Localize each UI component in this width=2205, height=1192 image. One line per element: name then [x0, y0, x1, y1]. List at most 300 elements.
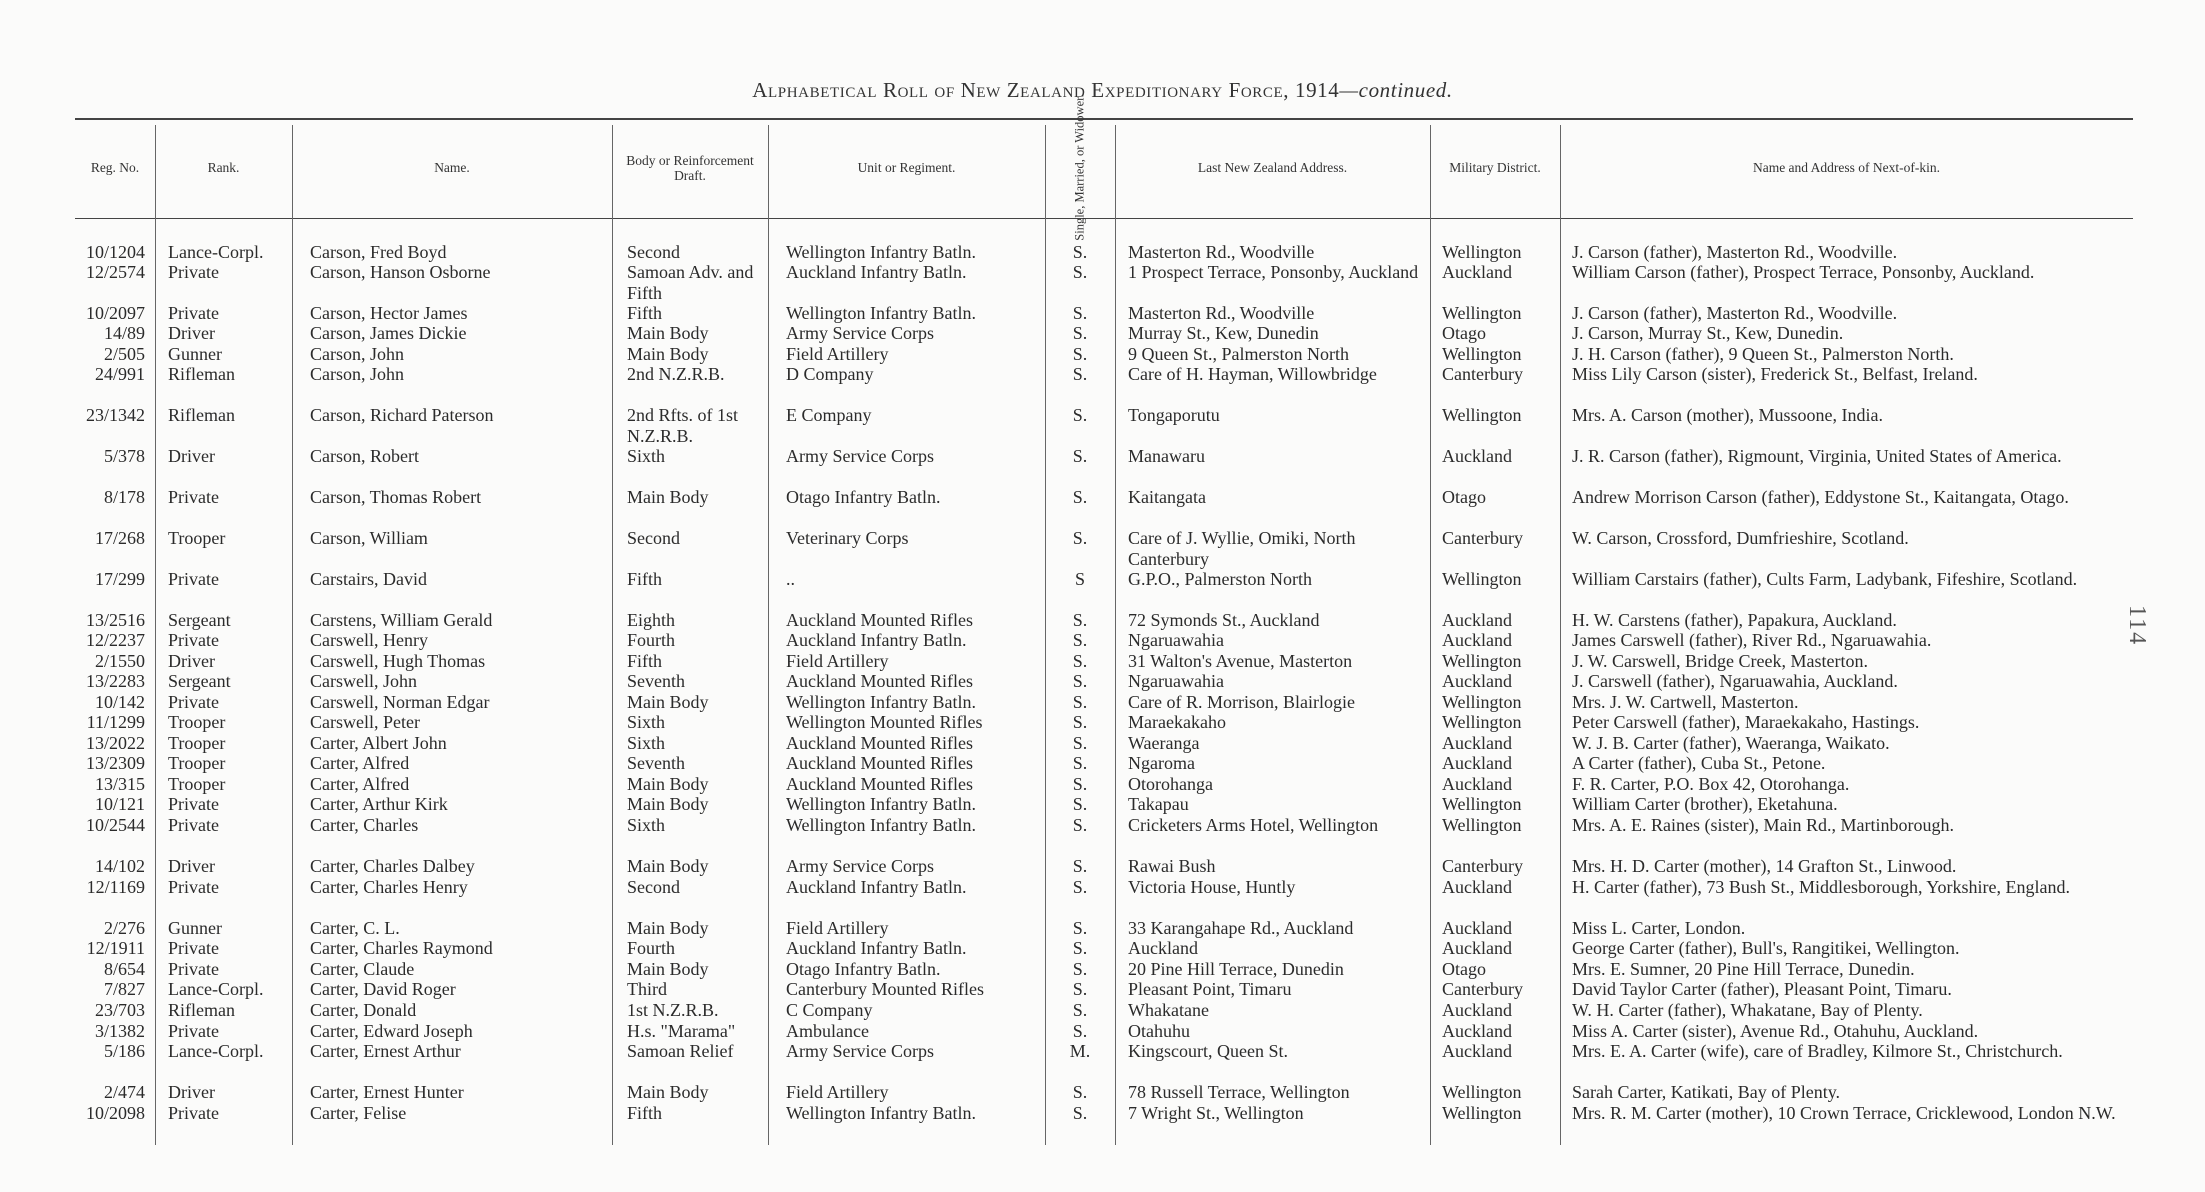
- cell-district: Auckland: [1442, 1041, 1512, 1061]
- cell-name: Carswell, Norman Edgar: [310, 692, 490, 712]
- cell-district: Canterbury: [1442, 528, 1523, 548]
- cell-district: Auckland: [1442, 671, 1512, 691]
- cell-district: Wellington: [1442, 1082, 1522, 1102]
- cell-body-draft: Main Body: [627, 692, 709, 712]
- cell-next-of-kin: William Carstairs (father), Cults Farm, Ladybank, Fifeshire, Scotland.: [1572, 569, 2078, 589]
- cell-name: Carter, Felise: [310, 1103, 407, 1123]
- cell-rank: Trooper: [168, 774, 226, 794]
- cell-marital-status: S.: [1072, 528, 1088, 548]
- cell-district: Auckland: [1442, 610, 1512, 630]
- cell-rank: Trooper: [168, 712, 226, 732]
- cell-next-of-kin: W. Carson, Crossford, Dumfrieshire, Scotland.: [1572, 528, 1909, 548]
- cell-reg-no: 10/2544: [85, 815, 145, 835]
- cell-body-draft: Eighth: [627, 610, 675, 630]
- cell-body-draft: Seventh: [627, 753, 685, 773]
- cell-rank: Sergeant: [168, 610, 231, 630]
- cell-unit: Ambulance: [786, 1021, 869, 1041]
- cell-marital-status: S.: [1072, 323, 1088, 343]
- cell-next-of-kin: W. J. B. Carter (father), Waeranga, Waikato.: [1572, 733, 1890, 753]
- cell-next-of-kin: William Carter (brother), Eketahuna.: [1572, 794, 1838, 814]
- cell-reg-no: 14/102: [94, 856, 145, 876]
- cell-district: Wellington: [1442, 303, 1522, 323]
- cell-unit: ..: [786, 569, 795, 589]
- cell-unit: Auckland Infantry Batln.: [786, 630, 967, 650]
- cell-reg-no: 14/89: [103, 323, 145, 343]
- cell-reg-no: 5/186: [103, 1041, 145, 1061]
- cell-body-draft: Fifth: [627, 303, 663, 323]
- cell-district: Wellington: [1442, 405, 1522, 425]
- cell-body-draft: Fourth: [627, 938, 676, 958]
- cell-address: Care of J. Wyllie, Omiki, North Canterbury: [1128, 528, 1356, 569]
- cell-unit: Auckland Mounted Rifles: [786, 733, 973, 753]
- cell-marital-status: S.: [1072, 1103, 1088, 1123]
- cell-next-of-kin: Sarah Carter, Katikati, Bay of Plenty.: [1572, 1082, 1841, 1102]
- cell-district: Wellington: [1442, 794, 1522, 814]
- cell-next-of-kin: H. W. Carstens (father), Papakura, Auckland.: [1572, 610, 1897, 630]
- cell-next-of-kin: William Carson (father), Prospect Terrace, Ponsonby, Auckland.: [1572, 262, 2035, 282]
- header-unit: Unit or Regiment.: [857, 160, 956, 175]
- cell-rank: Private: [168, 303, 219, 323]
- cell-unit: Army Service Corps: [786, 856, 934, 876]
- cell-name: Carson, John: [310, 364, 404, 384]
- cell-reg-no: 3/1382: [94, 1021, 145, 1041]
- cell-reg-no: 12/2574: [85, 262, 145, 282]
- cell-address: Tongaporutu: [1128, 405, 1220, 425]
- cell-address: Care of R. Morrison, Blairlogie: [1128, 692, 1355, 712]
- cell-reg-no: 8/654: [103, 959, 145, 979]
- cell-next-of-kin: J. R. Carson (father), Rigmount, Virginia, United States of America.: [1572, 446, 2062, 466]
- cell-name: Carter, Ernest Hunter: [310, 1082, 464, 1102]
- cell-reg-no: 10/2098: [85, 1103, 145, 1123]
- cell-address: Pleasant Point, Timaru: [1128, 979, 1292, 999]
- cell-name: Carter, Alfred: [310, 774, 410, 794]
- cell-address: Care of H. Hayman, Willowbridge: [1128, 364, 1377, 384]
- cell-address: 7 Wright St., Wellington: [1128, 1103, 1304, 1123]
- cell-body-draft: Main Body: [627, 487, 709, 507]
- cell-name: Carter, Alfred: [310, 753, 410, 773]
- cell-address: 1 Prospect Terrace, Ponsonby, Auckland: [1128, 262, 1419, 282]
- cell-address: G.P.O., Palmerston North: [1128, 569, 1312, 589]
- cell-unit: D Company: [786, 364, 874, 384]
- cell-reg-no: 13/2309: [85, 753, 145, 773]
- cell-district: Auckland: [1442, 1000, 1512, 1020]
- header-reg-no: Reg. No.: [90, 160, 140, 175]
- title-continued: —continued.: [1339, 78, 1453, 102]
- cell-rank: Sergeant: [168, 671, 231, 691]
- header-body-draft: Body or Reinforcement Draft.: [626, 152, 754, 183]
- cell-rank: Private: [168, 569, 219, 589]
- cell-rank: Gunner: [168, 344, 222, 364]
- cell-marital-status: S.: [1072, 794, 1088, 814]
- cell-rank: Gunner: [168, 918, 222, 938]
- cell-address: Ngaroma: [1128, 753, 1195, 773]
- cell-unit: Auckland Infantry Batln.: [786, 262, 967, 282]
- cell-reg-no: 13/2283: [85, 671, 145, 691]
- cell-name: Carson, Robert: [310, 446, 419, 466]
- cell-reg-no: 24/991: [94, 364, 145, 384]
- cell-address: 31 Walton's Avenue, Masterton: [1128, 651, 1353, 671]
- cell-next-of-kin: W. H. Carter (father), Whakatane, Bay of Plenty.: [1572, 1000, 1923, 1020]
- cell-marital-status: M.: [1069, 1041, 1091, 1061]
- cell-marital-status: S.: [1072, 877, 1088, 897]
- cell-district: Auckland: [1442, 774, 1512, 794]
- header-district: Military District.: [1449, 160, 1541, 175]
- cell-name: Carstens, William Gerald: [310, 610, 493, 630]
- cell-reg-no: 10/2097: [85, 303, 145, 323]
- cell-marital-status: S.: [1072, 262, 1088, 282]
- cell-body-draft: Second: [627, 528, 680, 548]
- cell-next-of-kin: Mrs. A. E. Raines (sister), Main Rd., Martinborough.: [1572, 815, 1954, 835]
- cell-rank: Trooper: [168, 753, 226, 773]
- cell-district: Canterbury: [1442, 856, 1523, 876]
- cell-next-of-kin: J. Carson (father), Masterton Rd., Woodville.: [1572, 242, 1898, 262]
- cell-rank: Rifleman: [168, 405, 235, 425]
- cell-district: Auckland: [1442, 1021, 1512, 1041]
- cell-body-draft: Second: [627, 877, 680, 897]
- cell-reg-no: 2/1550: [94, 651, 145, 671]
- cell-name: Carter, Charles Henry: [310, 877, 468, 897]
- cell-rank: Driver: [168, 856, 215, 876]
- cell-district: Canterbury: [1442, 364, 1523, 384]
- cell-rank: Private: [168, 262, 219, 282]
- cell-name: Carter, C. L.: [310, 918, 400, 938]
- cell-unit: Auckland Mounted Rifles: [786, 671, 973, 691]
- cell-rank: Lance-Corpl.: [168, 979, 264, 999]
- cell-unit: Field Artillery: [786, 918, 889, 938]
- cell-address: Takapau: [1128, 794, 1189, 814]
- cell-rank: Private: [168, 815, 219, 835]
- cell-district: Otago: [1442, 487, 1486, 507]
- cell-rank: Rifleman: [168, 364, 235, 384]
- cell-marital-status: S.: [1072, 364, 1088, 384]
- cell-marital-status: S.: [1072, 1000, 1088, 1020]
- cell-reg-no: 12/2237: [85, 630, 145, 650]
- cell-body-draft: Samoan Relief: [627, 1041, 734, 1061]
- cell-district: Canterbury: [1442, 979, 1523, 999]
- cell-reg-no: 2/505: [103, 344, 145, 364]
- cell-name: Carter, Charles Dalbey: [310, 856, 475, 876]
- cell-rank: Driver: [168, 323, 215, 343]
- cell-district: Wellington: [1442, 569, 1522, 589]
- cell-body-draft: Sixth: [627, 733, 666, 753]
- cell-address: Murray St., Kew, Dunedin: [1128, 323, 1319, 343]
- cell-reg-no: 5/378: [103, 446, 145, 466]
- cell-name: Carswell, Peter: [310, 712, 420, 732]
- cell-unit: Army Service Corps: [786, 446, 934, 466]
- cell-marital-status: S.: [1072, 918, 1088, 938]
- cell-body-draft: Fifth: [627, 569, 663, 589]
- cell-address: Kingscourt, Queen St.: [1128, 1041, 1288, 1061]
- cell-name: Carson, Thomas Robert: [310, 487, 482, 507]
- cell-rank: Private: [168, 1103, 219, 1123]
- cell-name: Carswell, Hugh Thomas: [310, 651, 486, 671]
- cell-unit: Wellington Infantry Batln.: [786, 815, 977, 835]
- cell-reg-no: 13/2516: [85, 610, 145, 630]
- cell-address: Rawai Bush: [1128, 856, 1216, 876]
- cell-district: Otago: [1442, 959, 1486, 979]
- cell-reg-no: 7/827: [103, 979, 145, 999]
- cell-next-of-kin: Peter Carswell (father), Maraekakaho, Hastings.: [1572, 712, 1920, 732]
- cell-body-draft: Fifth: [627, 1103, 663, 1123]
- cell-address: Maraekakaho: [1128, 712, 1226, 732]
- cell-next-of-kin: Mrs. R. M. Carter (mother), 10 Crown Terrace, Cricklewood, London N.W.: [1572, 1103, 2116, 1123]
- cell-rank: Private: [168, 877, 219, 897]
- cell-body-draft: Main Body: [627, 794, 709, 814]
- cell-address: Otorohanga: [1128, 774, 1213, 794]
- cell-unit: Veterinary Corps: [786, 528, 909, 548]
- cell-marital-status: S.: [1072, 815, 1088, 835]
- cell-unit: Otago Infantry Batln.: [786, 959, 941, 979]
- cell-marital-status: S.: [1072, 1021, 1088, 1041]
- cell-next-of-kin: A Carter (father), Cuba St., Petone.: [1572, 753, 1826, 773]
- cell-address: Kaitangata: [1128, 487, 1206, 507]
- cell-district: Wellington: [1442, 692, 1522, 712]
- cell-name: Carson, Fred Boyd: [310, 242, 447, 262]
- cell-reg-no: 12/1911: [86, 938, 145, 958]
- cell-reg-no: 23/703: [94, 1000, 145, 1020]
- cell-rank: Private: [168, 938, 219, 958]
- cell-marital-status: S.: [1072, 712, 1088, 732]
- cell-unit: Wellington Mounted Rifles: [786, 712, 983, 732]
- cell-marital-status: S.: [1072, 959, 1088, 979]
- cell-body-draft: Seventh: [627, 671, 685, 691]
- cell-reg-no: 17/299: [94, 569, 145, 589]
- cell-name: Carter, Ernest Arthur: [310, 1041, 461, 1061]
- cell-unit: Otago Infantry Batln.: [786, 487, 941, 507]
- cell-marital-status: S.: [1072, 405, 1088, 425]
- cell-body-draft: Sixth: [627, 815, 666, 835]
- cell-address: Auckland: [1128, 938, 1198, 958]
- cell-marital-status: S.: [1072, 303, 1088, 323]
- cell-body-draft: Fifth: [627, 651, 663, 671]
- cell-body-draft: Sixth: [627, 712, 666, 732]
- cell-marital-status: S.: [1072, 446, 1088, 466]
- cell-marital-status: S.: [1072, 651, 1088, 671]
- cell-name: Carter, David Roger: [310, 979, 456, 999]
- cell-address: Ngaruawahia: [1128, 630, 1224, 650]
- cell-district: Auckland: [1442, 938, 1512, 958]
- cell-unit: Auckland Infantry Batln.: [786, 877, 967, 897]
- cell-rank: Trooper: [168, 733, 226, 753]
- cell-marital-status: S.: [1072, 610, 1088, 630]
- cell-district: Auckland: [1442, 262, 1512, 282]
- header-rank: Rank.: [207, 160, 240, 175]
- cell-next-of-kin: J. W. Carswell, Bridge Creek, Masterton.: [1572, 651, 1868, 671]
- cell-name: Carswell, Henry: [310, 630, 428, 650]
- cell-marital-status: S.: [1072, 856, 1088, 876]
- cell-body-draft: 2nd N.Z.R.B.: [627, 364, 725, 384]
- cell-district: Wellington: [1442, 1103, 1522, 1123]
- cell-address: Cricketers Arms Hotel, Wellington: [1128, 815, 1379, 835]
- cell-body-draft: Main Body: [627, 774, 709, 794]
- cell-body-draft: Fourth: [627, 630, 676, 650]
- cell-unit: Canterbury Mounted Rifles: [786, 979, 984, 999]
- cell-reg-no: 2/276: [103, 918, 145, 938]
- cell-rank: Driver: [168, 1082, 215, 1102]
- cell-district: Wellington: [1442, 242, 1522, 262]
- cell-name: Carson, Hanson Osborne: [310, 262, 491, 282]
- cell-unit: Auckland Mounted Rifles: [786, 774, 973, 794]
- cell-reg-no: 13/315: [94, 774, 145, 794]
- cell-body-draft: 1st N.Z.R.B.: [627, 1000, 719, 1020]
- cell-address: 78 Russell Terrace, Wellington: [1128, 1082, 1350, 1102]
- cell-next-of-kin: Mrs. H. D. Carter (mother), 14 Grafton St., Linwood.: [1572, 856, 1957, 876]
- cell-unit: Wellington Infantry Batln.: [786, 303, 977, 323]
- cell-reg-no: 10/121: [94, 794, 145, 814]
- cell-name: Carson, Richard Paterson: [310, 405, 494, 425]
- cell-name: Carter, Arthur Kirk: [310, 794, 448, 814]
- cell-next-of-kin: Mrs. A. Carson (mother), Mussoone, India.: [1572, 405, 1883, 425]
- cell-district: Auckland: [1442, 877, 1512, 897]
- header-next-of-kin: Name and Address of Next-of-kin.: [1752, 160, 1941, 175]
- cell-marital-status: S: [1074, 569, 1085, 589]
- cell-next-of-kin: J. Carson, Murray St., Kew, Dunedin.: [1572, 323, 1844, 343]
- cell-body-draft: Sixth: [627, 446, 666, 466]
- cell-rank: Rifleman: [168, 1000, 235, 1020]
- cell-name: Carter, Charles Raymond: [310, 938, 493, 958]
- cell-body-draft: Third: [627, 979, 667, 999]
- cell-unit: Field Artillery: [786, 651, 889, 671]
- cell-address: 33 Karangahape Rd., Auckland: [1128, 918, 1354, 938]
- cell-rank: Lance-Corpl.: [168, 242, 264, 262]
- cell-rank: Private: [168, 692, 219, 712]
- cell-marital-status: S.: [1072, 671, 1088, 691]
- cell-marital-status: S.: [1072, 753, 1088, 773]
- cell-marital-status: S.: [1072, 242, 1088, 262]
- cell-body-draft: Main Body: [627, 918, 709, 938]
- cell-next-of-kin: Mrs. E. A. Carter (wife), care of Bradley, Kilmore St., Christchurch.: [1572, 1041, 2063, 1061]
- cell-next-of-kin: Mrs. J. W. Cartwell, Masterton.: [1572, 692, 1799, 712]
- cell-district: Wellington: [1442, 651, 1522, 671]
- cell-reg-no: 10/1204: [85, 242, 145, 262]
- cell-body-draft: Main Body: [627, 1082, 709, 1102]
- cell-name: Carson, William: [310, 528, 428, 548]
- cell-district: Auckland: [1442, 918, 1512, 938]
- cell-marital-status: S.: [1072, 979, 1088, 999]
- cell-body-draft: 2nd Rfts. of 1st N.Z.R.B.: [627, 405, 739, 446]
- cell-name: Carter, Edward Joseph: [310, 1021, 473, 1041]
- cell-reg-no: 17/268: [94, 528, 145, 548]
- cell-marital-status: S.: [1072, 774, 1088, 794]
- page-number: 114: [2124, 605, 2150, 647]
- cell-next-of-kin: J. H. Carson (father), 9 Queen St., Palmerston North.: [1572, 344, 1954, 364]
- cell-unit: Army Service Corps: [786, 323, 934, 343]
- cell-unit: Auckland Mounted Rifles: [786, 610, 973, 630]
- cell-unit: E Company: [786, 405, 872, 425]
- title-main: Alphabetical Roll of New Zealand Expeditionary Force, 1914: [752, 78, 1340, 102]
- cell-rank: Private: [168, 630, 219, 650]
- cell-name: Carter, Claude: [310, 959, 415, 979]
- cell-address: Masterton Rd., Woodville: [1128, 242, 1315, 262]
- cell-district: Wellington: [1442, 815, 1522, 835]
- cell-reg-no: 11/1299: [86, 712, 145, 732]
- cell-name: Carson, John: [310, 344, 404, 364]
- cell-next-of-kin: Miss A. Carter (sister), Avenue Rd., Otahuhu, Auckland.: [1572, 1021, 1979, 1041]
- cell-district: Wellington: [1442, 712, 1522, 732]
- cell-name: Carter, Donald: [310, 1000, 417, 1020]
- cell-body-draft: Main Body: [627, 959, 709, 979]
- cell-name: Carswell, John: [310, 671, 417, 691]
- cell-name: Carson, Hector James: [310, 303, 468, 323]
- cell-rank: Private: [168, 794, 219, 814]
- cell-next-of-kin: Mrs. E. Sumner, 20 Pine Hill Terrace, Dunedin.: [1572, 959, 1915, 979]
- cell-marital-status: S.: [1072, 487, 1088, 507]
- cell-body-draft: Second: [627, 242, 680, 262]
- cell-name: Carson, James Dickie: [310, 323, 467, 343]
- cell-district: Auckland: [1442, 630, 1512, 650]
- cell-district: Auckland: [1442, 446, 1512, 466]
- cell-district: Otago: [1442, 323, 1486, 343]
- cell-marital-status: S.: [1072, 692, 1088, 712]
- header-name: Name.: [434, 160, 470, 175]
- cell-unit: Auckland Mounted Rifles: [786, 753, 973, 773]
- cell-rank: Trooper: [168, 528, 226, 548]
- cell-unit: Wellington Infantry Batln.: [786, 1103, 977, 1123]
- cell-next-of-kin: J. Carson (father), Masterton Rd., Woodville.: [1572, 303, 1898, 323]
- cell-name: Carter, Albert John: [310, 733, 447, 753]
- cell-address: Manawaru: [1128, 446, 1205, 466]
- cell-next-of-kin: J. Carswell (father), Ngaruawahia, Auckland.: [1572, 671, 1898, 691]
- cell-unit: Army Service Corps: [786, 1041, 934, 1061]
- cell-unit: Wellington Infantry Batln.: [786, 692, 977, 712]
- cell-next-of-kin: H. Carter (father), 73 Bush St., Middlesborough, Yorkshire, England.: [1572, 877, 2070, 897]
- cell-unit: Field Artillery: [786, 1082, 889, 1102]
- cell-body-draft: Main Body: [627, 344, 709, 364]
- cell-next-of-kin: Miss L. Carter, London.: [1572, 918, 1746, 938]
- cell-rank: Lance-Corpl.: [168, 1041, 264, 1061]
- header-marital-status: Single, Married, or Widower.: [1072, 94, 1087, 241]
- cell-next-of-kin: George Carter (father), Bull's, Rangitikei, Wellington.: [1572, 938, 1960, 958]
- cell-body-draft: Main Body: [627, 323, 709, 343]
- cell-address: Waeranga: [1128, 733, 1200, 753]
- cell-address: Whakatane: [1128, 1000, 1209, 1020]
- cell-rank: Private: [168, 959, 219, 979]
- cell-name: Carter, Charles: [310, 815, 419, 835]
- cell-next-of-kin: Andrew Morrison Carson (father), Eddystone St., Kaitangata, Otago.: [1572, 487, 2069, 507]
- cell-marital-status: S.: [1072, 938, 1088, 958]
- cell-reg-no: 13/2022: [85, 733, 145, 753]
- cell-address: 72 Symonds St., Auckland: [1128, 610, 1320, 630]
- cell-rank: Private: [168, 1021, 219, 1041]
- cell-next-of-kin: James Carswell (father), River Rd., Ngaruawahia.: [1572, 630, 1932, 650]
- cell-marital-status: S.: [1072, 1082, 1088, 1102]
- cell-next-of-kin: Miss Lily Carson (sister), Frederick St., Belfast, Ireland.: [1572, 364, 1978, 384]
- cell-reg-no: 10/142: [94, 692, 145, 712]
- cell-unit: C Company: [786, 1000, 873, 1020]
- cell-next-of-kin: F. R. Carter, P.O. Box 42, Otorohanga.: [1572, 774, 1850, 794]
- cell-address: Victoria House, Huntly: [1128, 877, 1296, 897]
- cell-district: Wellington: [1442, 344, 1522, 364]
- cell-reg-no: 8/178: [103, 487, 145, 507]
- cell-district: Auckland: [1442, 733, 1512, 753]
- cell-unit: Wellington Infantry Batln.: [786, 242, 977, 262]
- cell-rank: Driver: [168, 446, 215, 466]
- cell-name: Carstairs, David: [310, 569, 427, 589]
- cell-unit: Auckland Infantry Batln.: [786, 938, 967, 958]
- header-address: Last New Zealand Address.: [1197, 160, 1348, 175]
- cell-unit: Wellington Infantry Batln.: [786, 794, 977, 814]
- cell-address: 9 Queen St., Palmerston North: [1128, 344, 1349, 364]
- cell-district: Auckland: [1442, 753, 1512, 773]
- cell-body-draft: Main Body: [627, 856, 709, 876]
- cell-marital-status: S.: [1072, 344, 1088, 364]
- cell-unit: Field Artillery: [786, 344, 889, 364]
- cell-body-draft: H.s. "Marama": [627, 1021, 736, 1041]
- cell-rank: Driver: [168, 651, 215, 671]
- cell-marital-status: S.: [1072, 630, 1088, 650]
- cell-rank: Private: [168, 487, 219, 507]
- cell-marital-status: S.: [1072, 733, 1088, 753]
